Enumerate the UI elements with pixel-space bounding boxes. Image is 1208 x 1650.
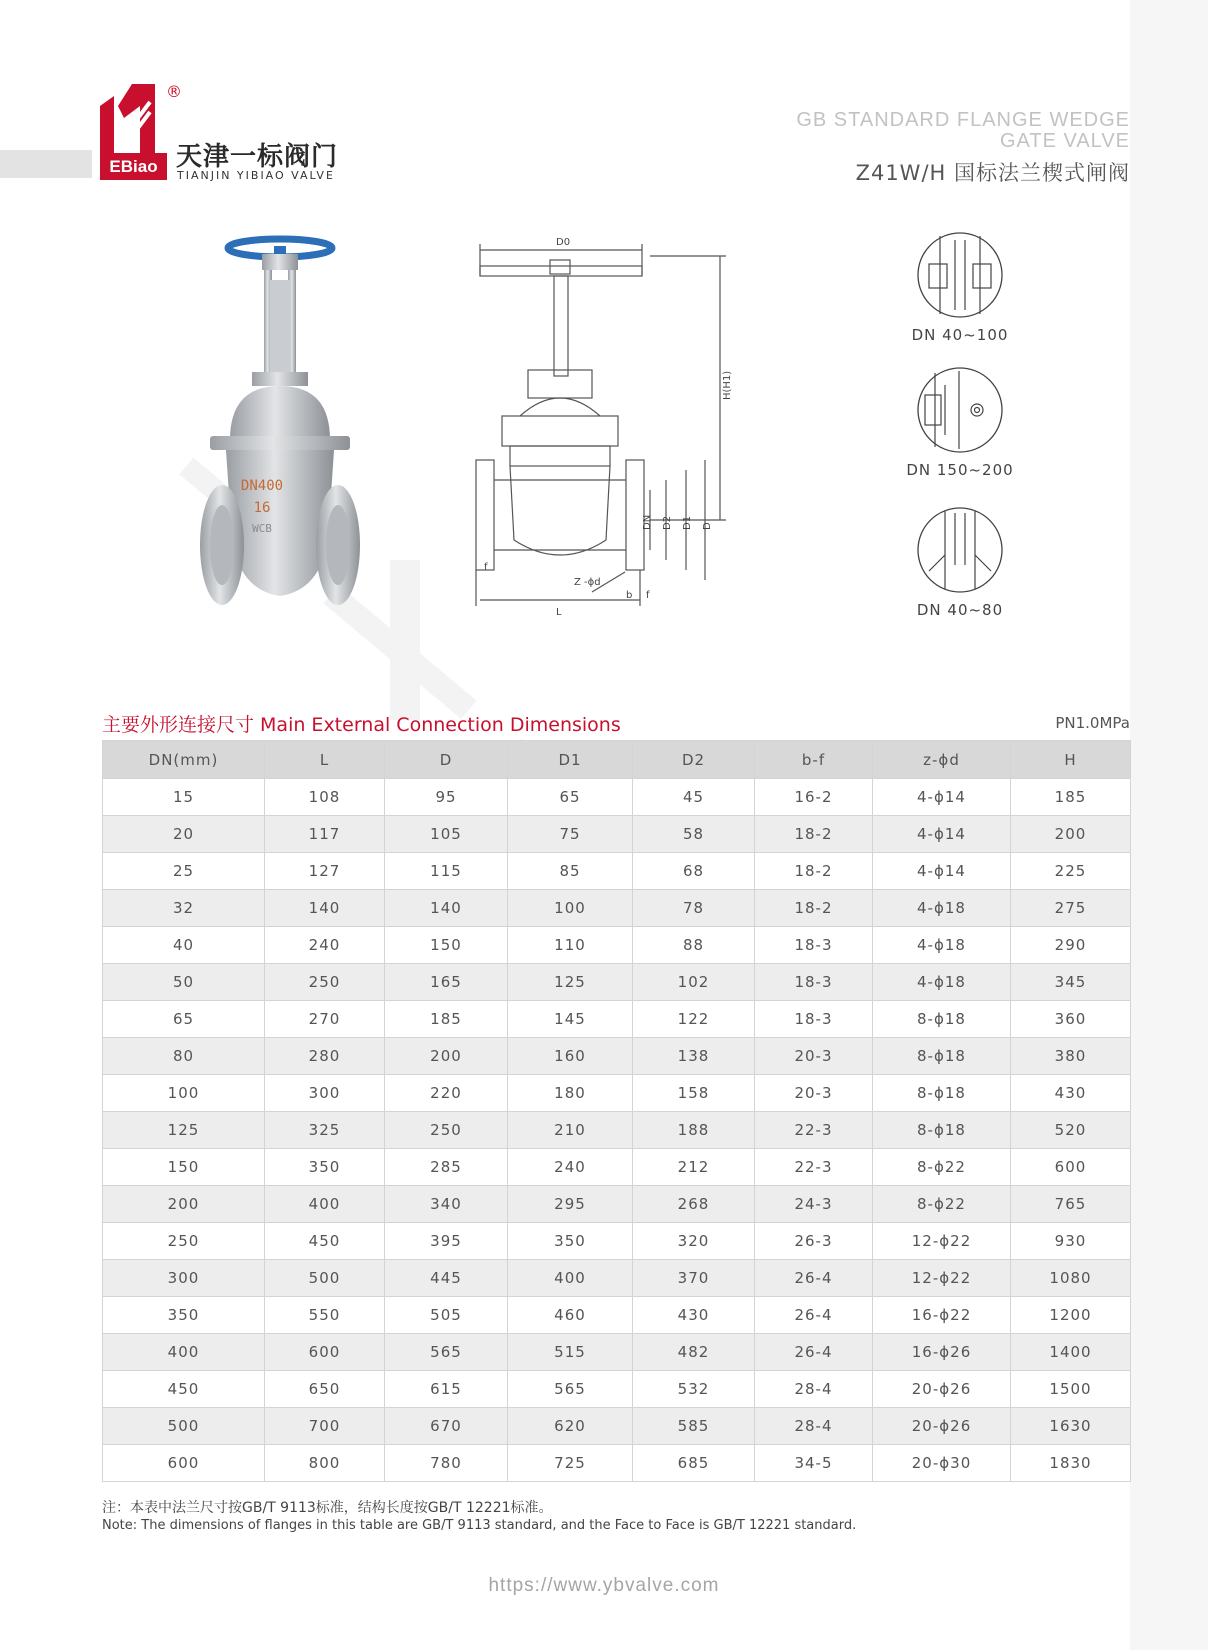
- table-cell: 532: [633, 1371, 755, 1408]
- table-cell: 200: [1011, 816, 1131, 853]
- table-cell: 250: [265, 964, 385, 1001]
- table-cell: 140: [385, 890, 508, 927]
- table-cell: 370: [633, 1260, 755, 1297]
- title-en-line2: GATE VALVE: [999, 130, 1130, 152]
- table-cell: 68: [633, 853, 755, 890]
- table-cell: 34-5: [755, 1445, 873, 1482]
- table-cell: 18-3: [755, 927, 873, 964]
- table-cell: 58: [633, 816, 755, 853]
- table-row: [103, 853, 1131, 890]
- detail-icon-3: [915, 505, 1005, 595]
- table-cell: 500: [265, 1260, 385, 1297]
- table-cell: 150: [103, 1149, 265, 1186]
- table-cell: 188: [633, 1112, 755, 1149]
- table-cell: 345: [1011, 964, 1131, 1001]
- drawing-label-d2: D2: [662, 515, 673, 530]
- note-en: Note: The dimensions of flanges in this table are GB/T 9113 standard, and the Face to Face is GB/T 12221 standard.: [102, 1518, 857, 1533]
- table-cell: 125: [508, 964, 633, 1001]
- table-cell: 520: [1011, 1112, 1131, 1149]
- table-cell: 300: [103, 1260, 265, 1297]
- table-cell: 400: [265, 1186, 385, 1223]
- table-cell: 250: [385, 1112, 508, 1149]
- table-cell: 18-2: [755, 890, 873, 927]
- table-cell: 585: [633, 1408, 755, 1445]
- table-header-row: [103, 741, 1131, 779]
- photo-marking-material: WCB: [252, 522, 272, 535]
- table-row: [103, 1001, 1131, 1038]
- registered-mark: ®: [166, 82, 182, 101]
- table-cell: 445: [385, 1260, 508, 1297]
- table-cell: 350: [508, 1223, 633, 1260]
- table-cell: 280: [265, 1038, 385, 1075]
- table-row: [103, 1445, 1131, 1482]
- table-cell: 50: [103, 964, 265, 1001]
- header-z-d: z-ϕd: [873, 741, 1011, 779]
- table-cell: 12-ϕ22: [873, 1260, 1011, 1297]
- table-cell: 45: [633, 779, 755, 816]
- drawing-label-f-left: f: [484, 562, 488, 573]
- table-cell: 140: [265, 890, 385, 927]
- table-cell: 16-ϕ22: [873, 1297, 1011, 1334]
- table-cell: 250: [103, 1223, 265, 1260]
- header-d: D: [385, 741, 508, 779]
- table-cell: 240: [265, 927, 385, 964]
- table-cell: 615: [385, 1371, 508, 1408]
- table-cell: 210: [508, 1112, 633, 1149]
- table-cell: 122: [633, 1001, 755, 1038]
- table-row: [103, 1297, 1131, 1334]
- table-row: [103, 1112, 1131, 1149]
- table-cell: 320: [633, 1223, 755, 1260]
- table-cell: 4-ϕ18: [873, 927, 1011, 964]
- table-cell: 26-3: [755, 1223, 873, 1260]
- table-cell: 285: [385, 1149, 508, 1186]
- table-cell: 24-3: [755, 1186, 873, 1223]
- table-cell: 200: [385, 1038, 508, 1075]
- table-row: [103, 927, 1131, 964]
- table-cell: 450: [103, 1371, 265, 1408]
- table-row: [103, 1186, 1131, 1223]
- table-row: [103, 890, 1131, 927]
- brand-name-cn: 天津一标阀门: [176, 142, 339, 172]
- table-cell: 88: [633, 927, 755, 964]
- table-body: [103, 779, 1131, 1482]
- table-row: [103, 1334, 1131, 1371]
- table-cell: 430: [1011, 1075, 1131, 1112]
- detail-label-1: DN 40~100: [911, 326, 1009, 344]
- table-cell: 75: [508, 816, 633, 853]
- table-cell: 8-ϕ18: [873, 1001, 1011, 1038]
- table-cell: 685: [633, 1445, 755, 1482]
- table-cell: 158: [633, 1075, 755, 1112]
- table-row: [103, 1038, 1131, 1075]
- header-l: L: [265, 741, 385, 779]
- table-cell: 565: [385, 1334, 508, 1371]
- table-cell: 102: [633, 964, 755, 1001]
- table-cell: 20: [103, 816, 265, 853]
- table-row: [103, 1075, 1131, 1112]
- table-cell: 26-4: [755, 1334, 873, 1371]
- note-cn: 注：本表中法兰尺寸按GB/T 9113标准，结构长度按GB/T 12221标准。: [102, 1500, 553, 1516]
- table-cell: 108: [265, 779, 385, 816]
- table-cell: 165: [385, 964, 508, 1001]
- table-cell: 185: [385, 1001, 508, 1038]
- detail-icon-2: [915, 365, 1005, 455]
- table-cell: 20-ϕ30: [873, 1445, 1011, 1482]
- title-en-line1: GB STANDARD FLANGE WEDGE: [796, 109, 1130, 131]
- table-cell: 350: [103, 1297, 265, 1334]
- photo-marking-size: DN400: [240, 478, 284, 494]
- table-cell: 482: [633, 1334, 755, 1371]
- table-cell: 4-ϕ14: [873, 853, 1011, 890]
- photo-marking-pressure: 16: [253, 500, 271, 516]
- table-cell: 25: [103, 853, 265, 890]
- header-h: H: [1011, 741, 1131, 779]
- table-note: [102, 1500, 856, 1534]
- right-edge-shade: [1130, 0, 1208, 1650]
- table-cell: 85: [508, 853, 633, 890]
- drawing-label-b: b: [626, 590, 633, 601]
- table-cell: 127: [265, 853, 385, 890]
- table-cell: 800: [265, 1445, 385, 1482]
- table-cell: 18-2: [755, 816, 873, 853]
- table-cell: 8-ϕ22: [873, 1186, 1011, 1223]
- table-cell: 1500: [1011, 1371, 1131, 1408]
- table-cell: 28-4: [755, 1371, 873, 1408]
- detail-label-2: DN 150~200: [906, 461, 1014, 479]
- title-cn: Z41W/H 国标法兰楔式闸阀: [855, 161, 1130, 185]
- table-cell: 270: [265, 1001, 385, 1038]
- detail-dn40-80: [905, 505, 1015, 619]
- detail-icon-1: [915, 230, 1005, 320]
- drawing-label-d: D: [702, 522, 713, 530]
- table-cell: 40: [103, 927, 265, 964]
- table-cell: 1200: [1011, 1297, 1131, 1334]
- table-cell: 212: [633, 1149, 755, 1186]
- table-cell: 620: [508, 1408, 633, 1445]
- table-cell: 8-ϕ18: [873, 1112, 1011, 1149]
- drawing-label-d0: D0: [556, 237, 571, 248]
- table-cell: 100: [103, 1075, 265, 1112]
- drawing-label-l: L: [556, 607, 562, 618]
- table-cell: 4-ϕ18: [873, 964, 1011, 1001]
- table-cell: 670: [385, 1408, 508, 1445]
- table-cell: 78: [633, 890, 755, 927]
- table-cell: 240: [508, 1149, 633, 1186]
- table-cell: 460: [508, 1297, 633, 1334]
- table-cell: 600: [103, 1445, 265, 1482]
- table-cell: 380: [1011, 1038, 1131, 1075]
- table-cell: 16-ϕ26: [873, 1334, 1011, 1371]
- table-cell: 65: [508, 779, 633, 816]
- table-cell: 160: [508, 1038, 633, 1075]
- table-cell: 1630: [1011, 1408, 1131, 1445]
- table-cell: 268: [633, 1186, 755, 1223]
- table-cell: 18-3: [755, 1001, 873, 1038]
- table-cell: 28-4: [755, 1408, 873, 1445]
- header-b-f: b-f: [755, 741, 873, 779]
- table-cell: 18-2: [755, 853, 873, 890]
- table-cell: 8-ϕ22: [873, 1149, 1011, 1186]
- page-title: [796, 110, 1130, 187]
- brand-badge: EBiao: [100, 153, 167, 180]
- table-cell: 400: [508, 1260, 633, 1297]
- table-cell: 350: [265, 1149, 385, 1186]
- table-cell: 4-ϕ14: [873, 779, 1011, 816]
- table-row: [103, 1149, 1131, 1186]
- table-cell: 115: [385, 853, 508, 890]
- table-cell: 4-ϕ18: [873, 890, 1011, 927]
- table-cell: 20-3: [755, 1038, 873, 1075]
- table-cell: 340: [385, 1186, 508, 1223]
- detail-label-3: DN 40~80: [916, 601, 1004, 619]
- table-cell: 15: [103, 779, 265, 816]
- table-row: [103, 1260, 1131, 1297]
- table-cell: 650: [265, 1371, 385, 1408]
- table-cell: 65: [103, 1001, 265, 1038]
- valve-photo: [200, 240, 360, 640]
- table-cell: 1830: [1011, 1445, 1131, 1482]
- table-cell: 295: [508, 1186, 633, 1223]
- table-cell: 138: [633, 1038, 755, 1075]
- detail-dn40-100: [905, 230, 1015, 344]
- table-cell: 325: [265, 1112, 385, 1149]
- header-d2: D2: [633, 741, 755, 779]
- table-cell: 765: [1011, 1186, 1131, 1223]
- table-cell: 725: [508, 1445, 633, 1482]
- detail-dn150-200: [905, 365, 1015, 479]
- table-row: [103, 1371, 1131, 1408]
- table-cell: 200: [103, 1186, 265, 1223]
- table-cell: 1080: [1011, 1260, 1131, 1297]
- table-cell: 185: [1011, 779, 1131, 816]
- drawing-label-z: Z -ϕd: [574, 577, 601, 588]
- table-row: [103, 779, 1131, 816]
- drawing-label-d1: D1: [682, 515, 693, 530]
- table-cell: 100: [508, 890, 633, 927]
- table-cell: 430: [633, 1297, 755, 1334]
- table-cell: 117: [265, 816, 385, 853]
- brand-name-en: TIANJIN YIBIAO VALVE: [177, 169, 335, 182]
- table-cell: 565: [508, 1371, 633, 1408]
- table-cell: 275: [1011, 890, 1131, 927]
- table-cell: 400: [103, 1334, 265, 1371]
- table-cell: 515: [508, 1334, 633, 1371]
- drawing-label-h: H(H1): [722, 370, 733, 400]
- table-cell: 505: [385, 1297, 508, 1334]
- table-cell: 780: [385, 1445, 508, 1482]
- left-gray-band: [0, 150, 92, 178]
- table-cell: 600: [265, 1334, 385, 1371]
- website-link[interactable]: https://www.ybvalve.com: [488, 1575, 720, 1596]
- table-cell: 110: [508, 927, 633, 964]
- table-cell: 700: [265, 1408, 385, 1445]
- table-cell: 20-3: [755, 1075, 873, 1112]
- table-cell: 105: [385, 816, 508, 853]
- table-cell: 18-3: [755, 964, 873, 1001]
- table-cell: 8-ϕ18: [873, 1038, 1011, 1075]
- table-cell: 395: [385, 1223, 508, 1260]
- drawing-label-dn: DN: [642, 514, 653, 530]
- table-cell: 290: [1011, 927, 1131, 964]
- table-cell: 225: [1011, 853, 1131, 890]
- table-cell: 145: [508, 1001, 633, 1038]
- table-cell: 8-ϕ18: [873, 1075, 1011, 1112]
- table-cell: 20-ϕ26: [873, 1408, 1011, 1445]
- table-cell: 600: [1011, 1149, 1131, 1186]
- table-cell: 125: [103, 1112, 265, 1149]
- table-cell: 930: [1011, 1223, 1131, 1260]
- dimensions-table: [102, 740, 1131, 1482]
- table-cell: 20-ϕ26: [873, 1371, 1011, 1408]
- table-cell: 22-3: [755, 1149, 873, 1186]
- table-cell: 22-3: [755, 1112, 873, 1149]
- table-cell: 26-4: [755, 1297, 873, 1334]
- table-cell: 32: [103, 890, 265, 927]
- table-cell: 80: [103, 1038, 265, 1075]
- pressure-rating: PN1.0MPa: [1055, 714, 1130, 732]
- table-cell: 12-ϕ22: [873, 1223, 1011, 1260]
- table-cell: 16-2: [755, 779, 873, 816]
- drawing-label-f: f: [646, 590, 650, 601]
- header-d1: D1: [508, 741, 633, 779]
- table-row: [103, 964, 1131, 1001]
- header-dn: DN(mm): [103, 741, 265, 779]
- table-row: [103, 1408, 1131, 1445]
- table-cell: 95: [385, 779, 508, 816]
- table-cell: 550: [265, 1297, 385, 1334]
- table-cell: 4-ϕ14: [873, 816, 1011, 853]
- table-cell: 360: [1011, 1001, 1131, 1038]
- table-cell: 26-4: [755, 1260, 873, 1297]
- table-cell: 300: [265, 1075, 385, 1112]
- section-title: 主要外形连接尺寸 Main External Connection Dimensions: [102, 714, 621, 736]
- table-cell: 220: [385, 1075, 508, 1112]
- table-cell: 500: [103, 1408, 265, 1445]
- table-cell: 450: [265, 1223, 385, 1260]
- table-cell: 150: [385, 927, 508, 964]
- table-cell: 180: [508, 1075, 633, 1112]
- table-row: [103, 816, 1131, 853]
- table-cell: 1400: [1011, 1334, 1131, 1371]
- dimension-drawing: [484, 237, 800, 650]
- table-row: [103, 1223, 1131, 1260]
